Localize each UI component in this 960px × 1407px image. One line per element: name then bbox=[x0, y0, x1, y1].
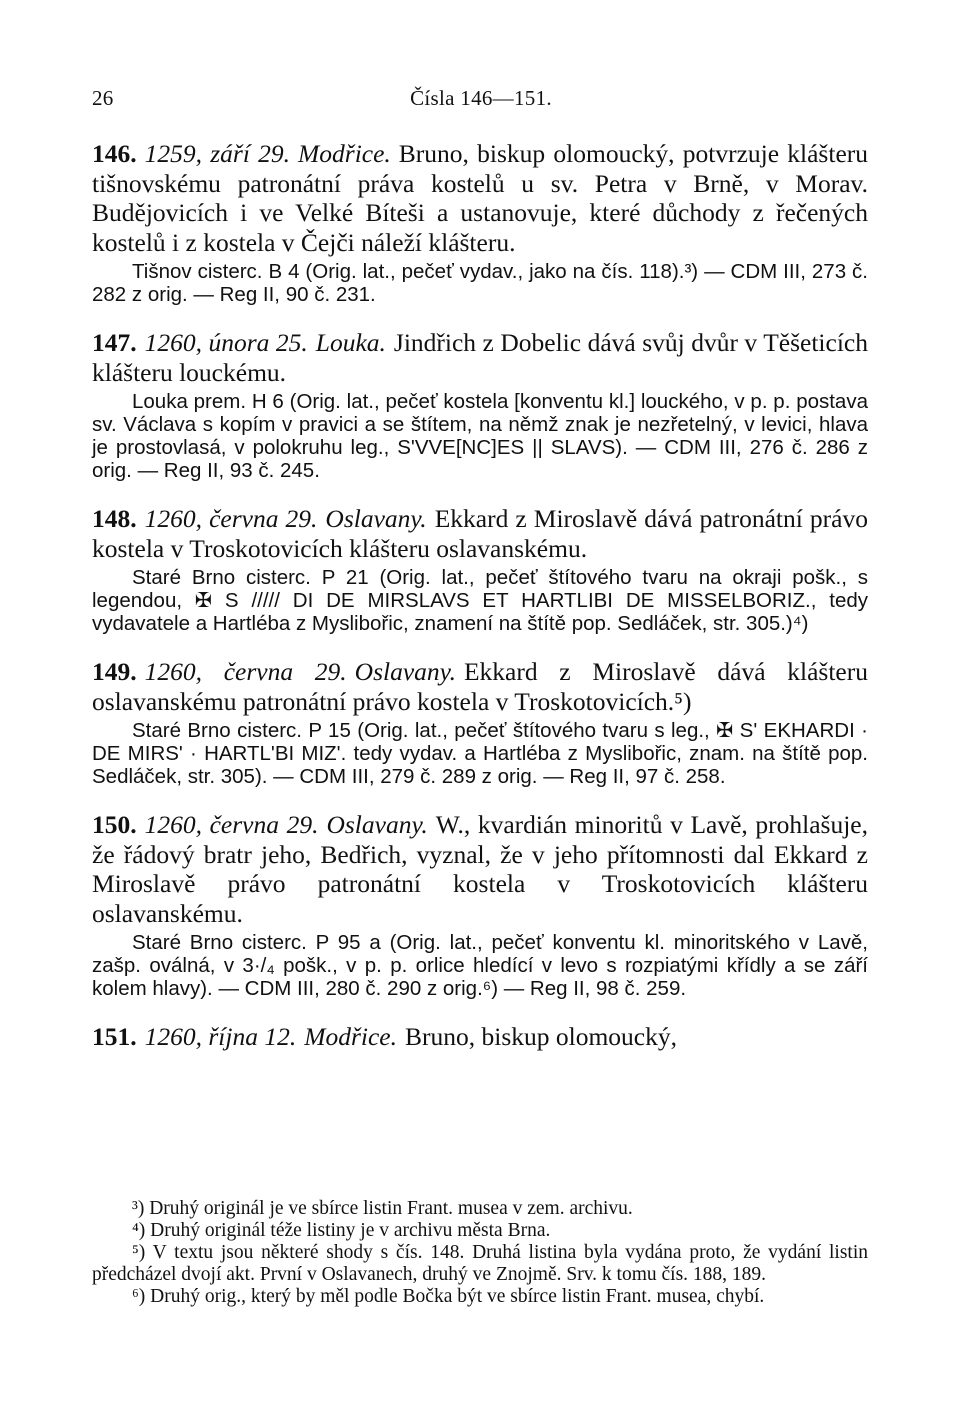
entry-number: 146. bbox=[92, 139, 137, 168]
footnote-6: ⁶) Druhý orig., který by měl podle Bočka být ve sbírce listin Frant. musea, chybí. bbox=[132, 1286, 765, 1307]
entry-147 bbox=[92, 328, 868, 482]
running-title: Čísla 146—151. bbox=[410, 86, 552, 110]
entry-146 bbox=[92, 139, 868, 306]
entry-text: Jindřich z Dobelic dává svůj dvůr v Těšeticích klášteru louckému. bbox=[92, 328, 868, 387]
regest bbox=[92, 328, 868, 387]
entry-date: 1260, června 29. bbox=[144, 657, 347, 686]
entry-148 bbox=[92, 504, 868, 635]
footnotes bbox=[92, 1198, 868, 1308]
page-number: 26 bbox=[92, 86, 114, 110]
regest bbox=[92, 657, 868, 716]
entry-151 bbox=[92, 1022, 868, 1052]
entry-note: Louka prem. H 6 (Orig. lat., pečeť kostela [konventu kl.] louckého, v p. p. postava sv. Václava s kopím v pravici a se štítem, na němž znak je nezřetelný, v levici, hlava je prostovlasá, v polokruhu leg., S'VVE[NC]ES || SLAVS). — CDM III, 276 č. 286 z orig. — Reg II, 93 č. 245. bbox=[92, 390, 868, 482]
entry-number: 148. bbox=[92, 504, 137, 533]
entry-number: 150. bbox=[92, 810, 137, 839]
entry-number: 149. bbox=[92, 657, 137, 686]
entry-text: W., kvardián minoritů v Lavě, prohlašuje, že řádový bratr jeho, Bedřich, vyznal, že v jeho přítomnosti dal Ekkard z Miroslavě právo patronátní kostela v Troskotovicích klášteru oslavanskému. bbox=[92, 810, 868, 928]
entry-text: Ekkard z Miroslavě dává klášteru oslavanskému patronátní právo kostela v Troskotovicích.⁵) bbox=[92, 657, 868, 716]
entry-note: Staré Brno cisterc. P 15 (Orig. lat., pečeť štítového tvaru s leg., ✠ S' EKHARDI · DE MIRS' · HARTL'BI MIZ'. tedy vydav. a Hartléba z Myslibořic, znam. na štítě pop. Sedláček, str. 305). — CDM III, 279 č. 289 z orig. — Reg II, 97 č. 258. bbox=[92, 719, 868, 788]
entry-150 bbox=[92, 810, 868, 1000]
regest bbox=[92, 1022, 868, 1052]
entry-date: 1260, června 29. bbox=[144, 504, 318, 533]
entry-place: Oslavany. bbox=[354, 657, 456, 686]
document-body bbox=[92, 139, 868, 1074]
entry-number: 151. bbox=[92, 1022, 137, 1051]
entry-date: 1260, října 12. bbox=[144, 1022, 297, 1051]
entry-date: 1260, června 29. bbox=[144, 810, 319, 839]
entry-note: Staré Brno cisterc. P 95 a (Orig. lat., pečeť konventu kl. minoritského v Lavě, zašp. oválná, v 3·/₄ pošk., v p. p. orlice hledící v levo s rozpiatými křídly a se září kolem hlavy). — CDM III, 280 č. 290 z orig.⁶) — Reg II, 98 č. 259. bbox=[92, 931, 868, 1000]
entry-note: Tišnov cisterc. B 4 (Orig. lat., pečeť vydav., jako na čís. 118).³) — CDM III, 273 č. 282 z orig. — Reg II, 90 č. 231. bbox=[92, 260, 868, 306]
entry-place: Modřice. bbox=[304, 1022, 397, 1051]
footnote-3: ³) Druhý originál je ve sbírce listin Frant. musea v zem. archivu. bbox=[132, 1198, 633, 1219]
regest bbox=[92, 810, 868, 928]
footnote-4: ⁴) Druhý originál téže listiny je v archivu města Brna. bbox=[132, 1220, 551, 1241]
regest bbox=[92, 504, 868, 563]
entry-date: 1259, září 29. bbox=[144, 139, 291, 168]
entry-place: Oslavany. bbox=[325, 504, 427, 533]
entry-text: Ekkard z Miroslavě dává patronátní právo kostela v Troskotovicích klášteru oslavanskému. bbox=[92, 504, 868, 563]
entry-place: Oslavany. bbox=[326, 810, 428, 839]
entry-place: Modřice. bbox=[298, 139, 391, 168]
entry-date: 1260, února 25. bbox=[144, 328, 308, 357]
entry-text: Bruno, biskup olomoucký, bbox=[404, 1022, 677, 1051]
footnote-5: ⁵) V textu jsou některé shody s čís. 148. Druhá listina byla vydána proto, že vydání listin předcházel dvojí akt. První v Oslavanech, druhý ve Znojmě. Srv. k tomu čís. 188, 189. bbox=[92, 1242, 868, 1285]
page-header bbox=[92, 86, 870, 116]
entry-149 bbox=[92, 657, 868, 788]
entry-text: Bruno, biskup olomoucký, potvrzuje klášteru tišnovskému patronátní práva kostelů u sv. Petra v Brně, v Morav. Budějovicích i ve Velké Bíteši a ustanovuje, které důchody z řečených kostelů i z kostela v Čejči náleží klášteru. bbox=[92, 139, 868, 257]
entry-place: Louka. bbox=[315, 328, 386, 357]
regest bbox=[92, 139, 868, 257]
entry-number: 147. bbox=[92, 328, 137, 357]
entry-note: Staré Brno cisterc. P 21 (Orig. lat., pečeť štítového tvaru na okraji pošk., s legendou, ✠ S ///// DI DE MIRSLAVS ET HARTLIBI DE MISSELBORIZ., tedy vydavatele a Hartléba z Myslibořic, znamení na štítě pop. Sedláček, str. 305.)⁴) bbox=[92, 566, 868, 635]
